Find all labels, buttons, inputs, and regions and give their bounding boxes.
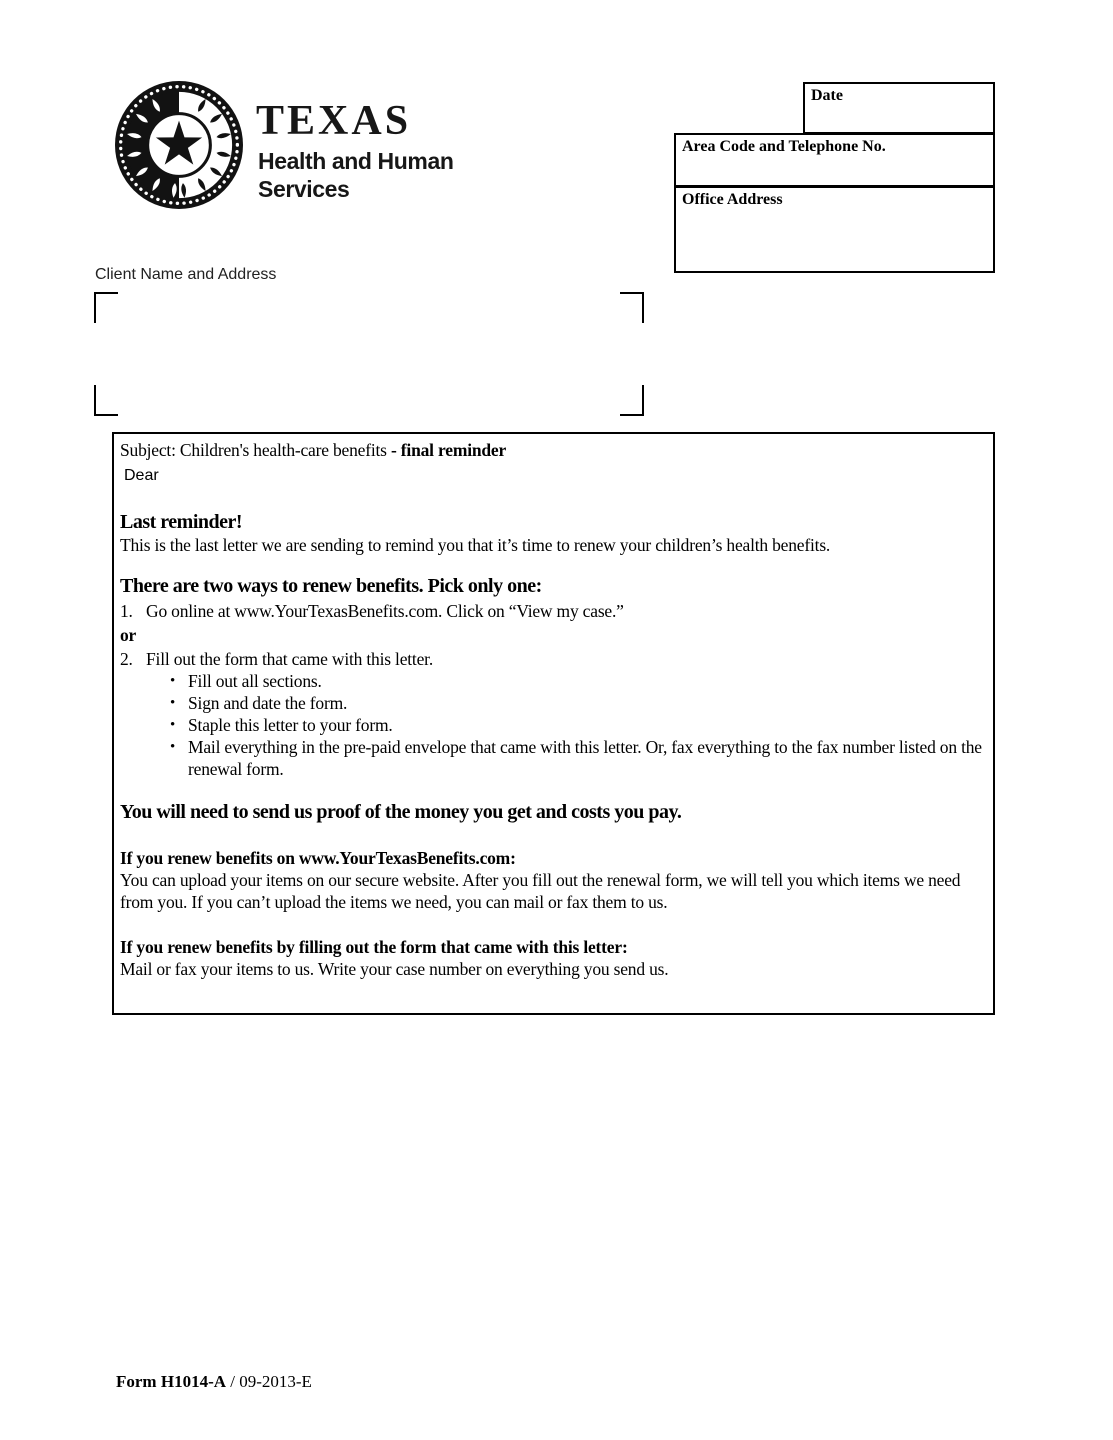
brand-hhs-line2: Services (258, 176, 350, 202)
or-separator: or (120, 625, 137, 645)
renew-by-form-heading: If you renew benefits by filling out the form that came with this letter: (120, 937, 628, 957)
subject-final-reminder: - final reminder (390, 440, 507, 460)
list-item-text: Fill out all sections. (188, 671, 322, 691)
brand-texas: TEXAS (256, 98, 412, 144)
subject-line (120, 439, 987, 461)
form-footer (116, 1372, 312, 1392)
client-address-window[interactable] (96, 294, 620, 414)
texas-hhs-seal-icon (115, 81, 243, 209)
date-field[interactable] (803, 82, 995, 134)
proof-heading: You will need to send us proof of the money you get and costs you pay. (120, 801, 682, 823)
client-name-address-label: Client Name and Address (95, 266, 277, 283)
bullet-icon: • (170, 739, 176, 755)
option-2-text: Fill out the form that came with this letter. (146, 649, 433, 669)
renew-online-paragraph: You can upload your items on our secure website. After you fill out the renewal form, we will tell you which items we need from you. If you can’t upload the items we need, you can mail or fax them to us. (120, 870, 961, 912)
last-reminder-paragraph: This is the last letter we are sending to remind you that it’s time to renew your children’s health benefits. (120, 535, 831, 555)
date-field-label: Date (811, 87, 843, 104)
list-item (170, 736, 987, 780)
list-item-text: Staple this letter to your form. (188, 715, 393, 735)
office-address-field[interactable] (674, 186, 995, 273)
brand-hhs (258, 147, 454, 203)
option-1-row (120, 600, 987, 622)
list-item-text: Sign and date the form. (188, 693, 348, 713)
last-reminder-heading: Last reminder! (120, 511, 243, 533)
two-ways-heading: There are two ways to renew benefits. Pick only one: (120, 575, 542, 597)
renew-online-heading: If you renew benefits on www.YourTexasBenefits.com: (120, 848, 516, 868)
brand-hhs-line1: Health and Human (258, 148, 454, 174)
phone-field-label: Area Code and Telephone No. (682, 138, 886, 155)
list-item (170, 714, 987, 736)
list-item-text: Mail everything in the pre-paid envelope that came with this letter. Or, fax everything to the fax number listed on the renewal form. (188, 737, 982, 779)
option-1-number: 1. (120, 601, 133, 621)
letter-body (112, 432, 995, 1015)
form-revision: / 09-2013-E (226, 1372, 312, 1391)
renew-by-form-paragraph: Mail or fax your items to us. Write your case number on everything you send us. (120, 959, 669, 979)
option-2-number: 2. (120, 649, 133, 669)
option-2-row (120, 648, 987, 670)
list-item (170, 670, 987, 692)
option-1-text: Go online at www.YourTexasBenefits.com. Click on “View my case.” (146, 601, 624, 621)
address-window-corner-bottom-right (620, 385, 644, 416)
bullet-icon: • (170, 673, 176, 689)
form-number: Form H1014-A (116, 1372, 227, 1391)
address-window-corner-top-right (620, 292, 644, 323)
bullet-icon: • (170, 717, 176, 733)
phone-field[interactable] (674, 133, 995, 187)
subject-text: Subject: Children's health-care benefits (120, 440, 391, 460)
bullet-icon: • (170, 695, 176, 711)
salutation: Dear (124, 467, 159, 484)
list-item (170, 692, 987, 714)
office-address-field-label: Office Address (682, 191, 783, 208)
